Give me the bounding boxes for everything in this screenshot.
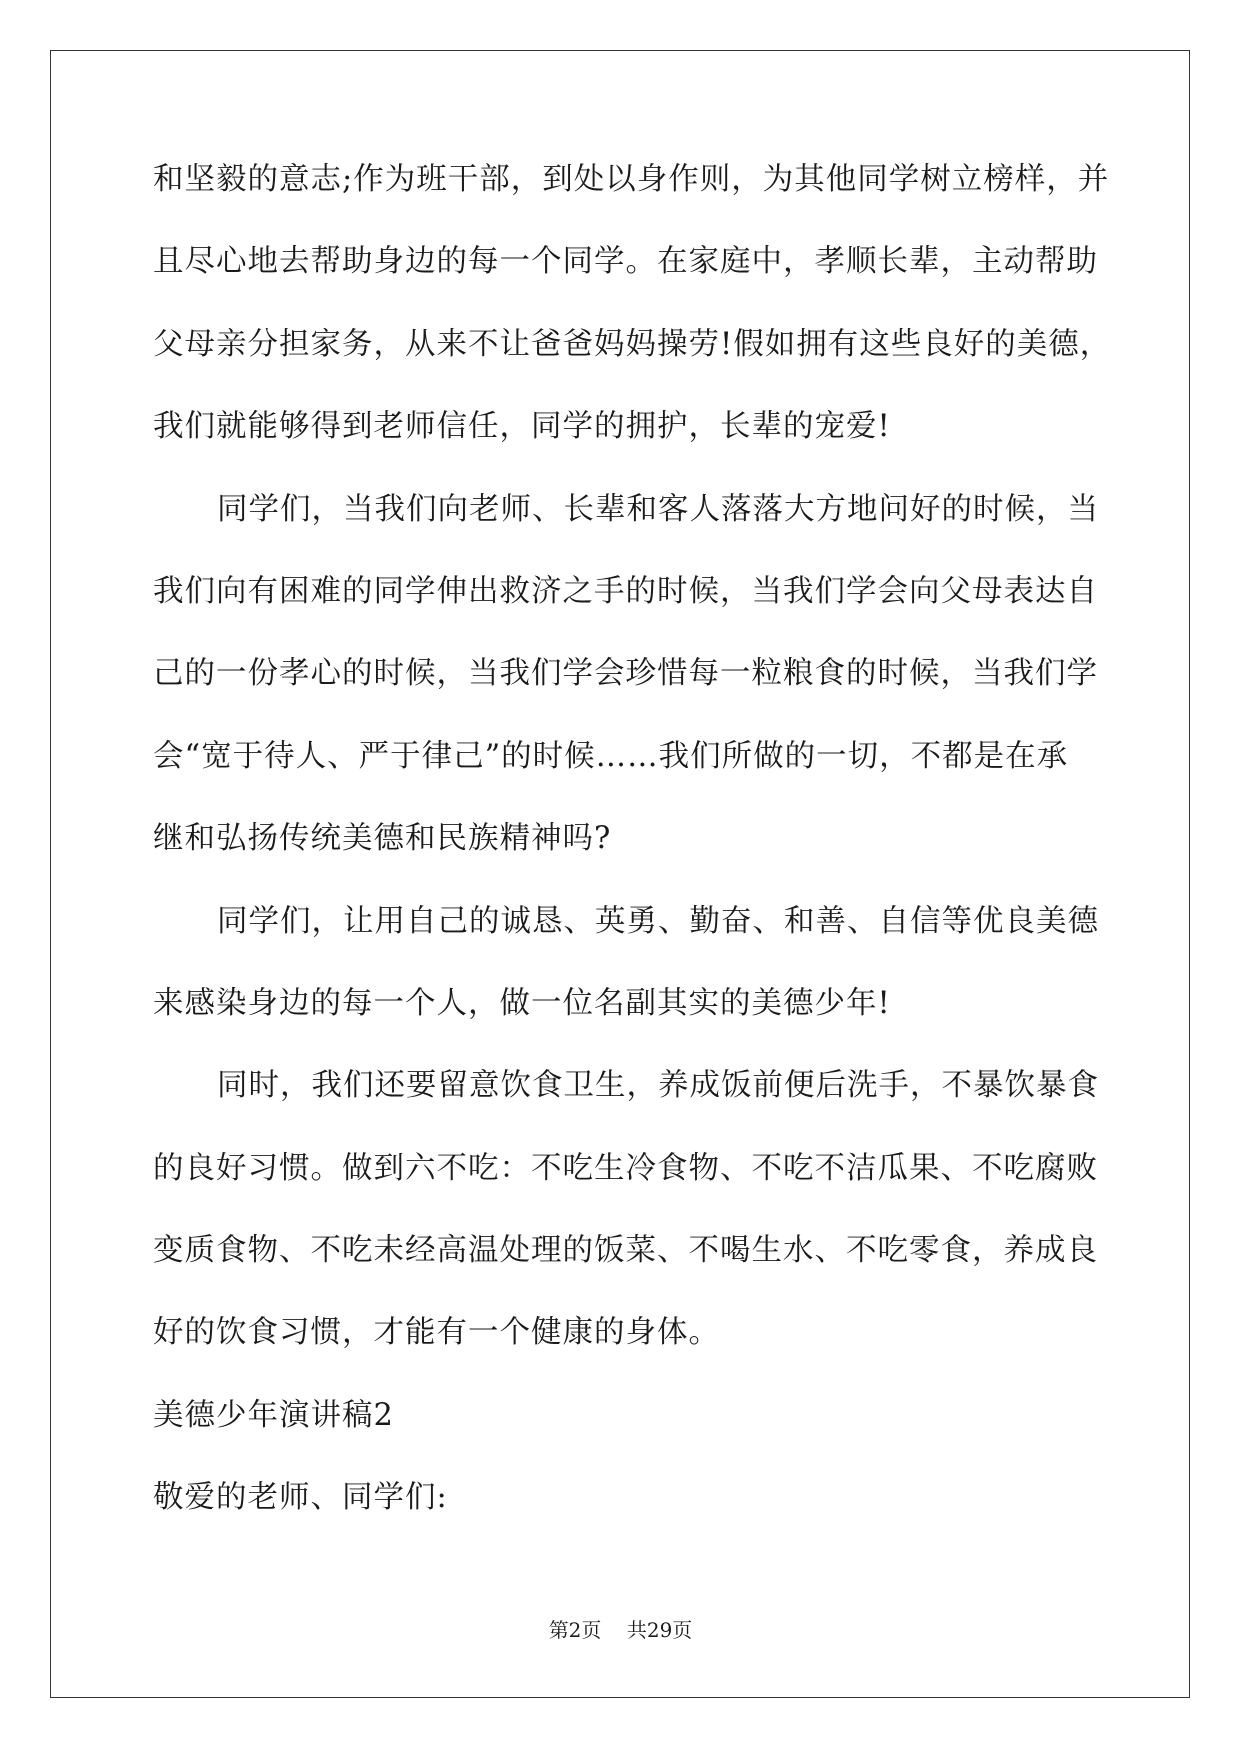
paragraph-start-line-12: 同时，我们还要留意饮食卫生，养成饭前便后洗手，不暴饮暴食 — [217, 1068, 1099, 1104]
page-number-footer: 第2页 共29页 — [548, 1618, 693, 1642]
text-line-11: 来感染身边的每一个人，做一位名副其实的美德少年! — [153, 985, 891, 1021]
paragraph-start-line-10: 同学们，让用自己的诚恳、英勇、勤奋、和善、自信等优良美德 — [217, 903, 1099, 939]
text-line-8: 会“宽于待人、严于律己”的时候……我们所做的一切，不都是在承 — [153, 738, 1069, 774]
section-heading: 美德少年演讲稿2 — [153, 1397, 394, 1433]
text-line-15: 好的饮食习惯，才能有一个健康的身体。 — [153, 1315, 720, 1351]
text-line-3: 父母亲分担家务，从来不让爸爸妈妈操劳!假如拥有这些良好的美德， — [153, 326, 1112, 362]
text-line-1: 和坚毅的意志;作为班干部，到处以身作则，为其他同学树立榜样，并 — [153, 162, 1110, 197]
text-line-14: 变质食物、不吃未经高温处理的饭菜、不喝生水、不吃零食，养成良 — [153, 1233, 1098, 1269]
text-line-4: 我们就能够得到老师信任，同学的拥护，长辈的宠爱! — [153, 409, 891, 445]
text-line-2: 且尽心地去帮助身边的每一个同学。在家庭中，孝顺长辈，主动帮助 — [153, 244, 1098, 280]
text-line-7: 己的一份孝心的时候，当我们学会珍惜每一粒粮食的时候，当我们学 — [153, 656, 1098, 692]
text-line-6: 我们向有困难的同学伸出救济之手的时候，当我们学会向父母表达自 — [153, 573, 1098, 609]
text-line-9: 继和弘扬传统美德和民族精神吗? — [153, 821, 612, 857]
salutation-line: 敬爱的老师、同学们: — [153, 1480, 448, 1516]
text-line-13: 的良好习惯。做到六不吃：不吃生冷食物、不吃不洁瓜果、不吃腐败 — [153, 1150, 1098, 1186]
paragraph-start-line-5: 同学们，当我们向老师、长辈和客人落落大方地问好的时候，当 — [217, 491, 1099, 527]
document-body — [153, 160, 1112, 1561]
